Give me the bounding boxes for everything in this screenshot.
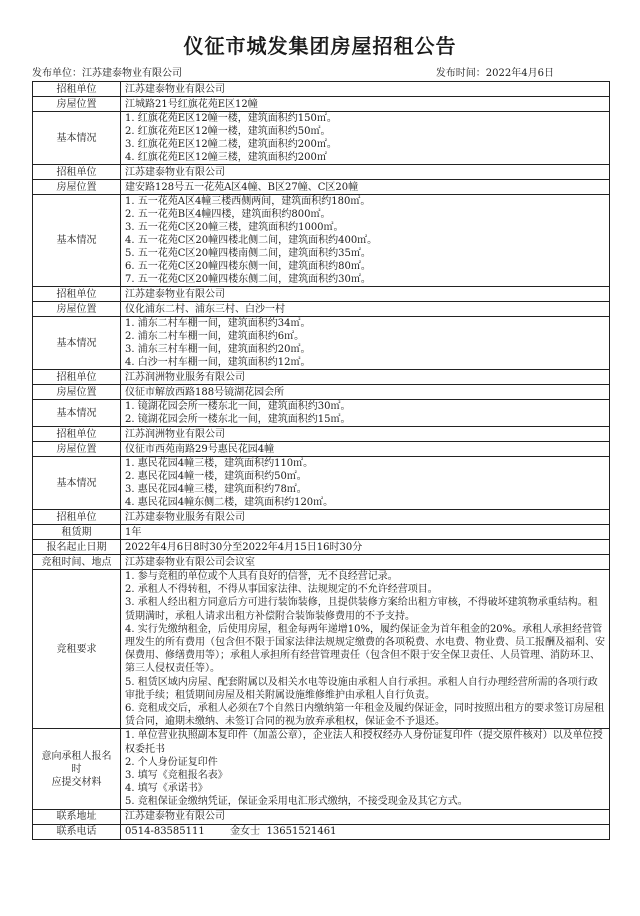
unit-value: 江苏润洲物业服务有限公司: [121, 370, 610, 385]
term-value: 1年: [121, 525, 610, 540]
row-label: 竞租要求: [33, 570, 121, 729]
row-label: 基本情况: [33, 317, 121, 370]
period-value: 2022年4月6日8时30分至2022年4月15日16时30分: [121, 540, 610, 555]
basic-row: [33, 195, 610, 287]
list-item: 5. 竞租保证金缴纳凭证，保证金采用电汇形式缴纳，不接受现金及其它方式。: [125, 796, 468, 808]
list-item: 4. 五一花苑C区20幢四楼北侧二间，建筑面积约400㎡。: [125, 235, 378, 246]
basic-list: [121, 457, 610, 510]
location-value: 建安路128号五一花苑A区4幢、B区27幢、C区20幢: [121, 180, 610, 195]
row-label: 招租单位: [33, 370, 121, 385]
location-value: 江城路21号红旗花苑E区12幢: [121, 97, 610, 112]
unit-value: 江苏建泰物业有限公司: [121, 82, 610, 97]
list-item: 1. 红旗花苑E区12幢一楼，建筑面积约150㎡。: [125, 113, 337, 124]
row-label: 基本情况: [33, 112, 121, 165]
list-item: 1. 镜湖花园会所一楼东北一间，建筑面积约30㎡。: [125, 401, 351, 412]
list-item: 2. 浦东二村车棚一间，建筑面积约6㎡。: [125, 331, 305, 342]
list-item: 6. 五一花苑C区20幢四楼东侧一间，建筑面积约80㎡。: [125, 261, 371, 272]
location-row: [33, 442, 610, 457]
list-item: 1. 惠民花园4幢三楼，建筑面积约110㎡。: [125, 458, 314, 469]
list-item: 2. 承租人不得转租，不得从事国家法律、法规规定的不允许经营项目。: [125, 584, 438, 596]
unit-value: 江苏润洲物业有限公司: [121, 427, 610, 442]
list-item: 4. 白沙一村车棚一间，建筑面积约12㎡。: [125, 357, 311, 368]
unit-row: [33, 165, 610, 180]
list-item: 2. 镜湖花园会所一楼东北一间，建筑面积约15㎡。: [125, 414, 351, 425]
row-label: 招租单位: [33, 287, 121, 302]
list-item: 5. 五一花苑C区20幢四楼南侧二间，建筑面积约35㎡。: [125, 248, 371, 259]
row-label: 基本情况: [33, 195, 121, 287]
location-row: [33, 302, 610, 317]
phone-value: 0514-83585111 金女士 13651521461: [121, 824, 610, 839]
materials-list: [121, 729, 610, 809]
requirements-list: [121, 570, 610, 729]
row-label: 房屋位置: [33, 442, 121, 457]
row-label: 房屋位置: [33, 180, 121, 195]
list-item: 1. 参与竞租的单位或个人具有良好的信誉，无不良经营记录。: [125, 571, 398, 582]
row-label: 竞租时间、地点: [33, 555, 121, 570]
row-label: 租赁期: [33, 525, 121, 540]
row-label: 联系地址: [33, 809, 121, 824]
address-value: 江苏建泰物业有限公司: [121, 809, 610, 824]
list-item: 3. 五一花苑C区20幢三楼，建筑面积约1000㎡。: [125, 222, 344, 233]
row-label: 房屋位置: [33, 302, 121, 317]
location-value: 仪征市解放西路188号镜湖花园会所: [121, 385, 610, 400]
row-label: 房屋位置: [33, 385, 121, 400]
row-label: 招租单位: [33, 427, 121, 442]
location-row: [33, 385, 610, 400]
list-item: 3. 承租人经出租方同意后方可进行装饰装修，且提供装修方案给出租方审核，不得破坏建筑物承重结构。租赁期满时，承租人请求出租方补偿附合装饰装修费用的不予支持。: [125, 597, 598, 622]
unit-row: [33, 427, 610, 442]
row-label: 联系电话: [33, 824, 121, 839]
row-label: 基本情况: [33, 400, 121, 427]
list-item: 1. 五一花苑A区4幢三楼西侧两间，建筑面积约180㎡。: [125, 196, 371, 207]
page-title: 仪征市城发集团房屋招租公告: [183, 34, 457, 58]
list-item: 2. 红旗花苑E区12幢一楼，建筑面积约50㎡。: [125, 126, 331, 137]
rental-table: [32, 81, 610, 840]
list-item: 4. 填写《承诺书》: [125, 783, 208, 795]
location-value: 仪化浦东二村、浦东三村、白沙一村: [121, 302, 610, 317]
basic-row: [33, 400, 610, 427]
materials-row: [33, 729, 610, 809]
basic-list: [121, 400, 610, 427]
list-item: 1. 单位营业执照副本复印件（加盖公章），企业法人和授权经办人身份证复印件（提交原件核对）以及单位授权委托书: [125, 730, 603, 755]
term-row: [33, 525, 610, 540]
row-label-line: 意向承租人报名时: [41, 750, 112, 775]
location-value: 仪征市西苑南路29号惠民花园4幢: [121, 442, 610, 457]
basic-list: [121, 317, 610, 370]
basic-row: [33, 112, 610, 165]
list-item: 4. 红旗花苑E区12幢三楼，建筑面积约200㎡: [125, 152, 327, 163]
location-row: [33, 97, 610, 112]
list-item: 2. 惠民花园4幢一楼，建筑面积约50㎡。: [125, 471, 307, 482]
row-label: 房屋位置: [33, 97, 121, 112]
bid-row: [33, 555, 610, 570]
unit-row: [33, 287, 610, 302]
list-item: 3. 惠民花园4幢三楼，建筑面积约78㎡。: [125, 484, 307, 495]
basic-list: [121, 195, 610, 287]
unit-value: 江苏建泰物业有限公司: [121, 165, 610, 180]
list-item: 2. 五一花苑B区4幢四楼，建筑面积约800㎡。: [125, 209, 331, 220]
list-item: 4. 惠民花园4幢东侧二楼，建筑面积约120㎡。: [125, 497, 334, 508]
row-label: 报名起止日期: [33, 540, 121, 555]
list-item: 4. 实行先缴纳租金，后使用房屋，租金每两年递增10%，履约保证金为首年租金的20%。承租人承担经营管理发生的所有费用（包含但不限于国家法律法规规定缴费的各项税费、水电费、物业费、员工报酬及福利、安保费用、修缮费用等）；承租人承担所有经营管理责任（包含但不限于安全保卫责任、人员管理、消防环卫、第三人侵权责任等）。: [125, 623, 605, 675]
row-label: 招租单位: [33, 510, 121, 525]
row-label: 基本情况: [33, 457, 121, 510]
publisher: 发布单位：江苏建泰物业有限公司: [32, 68, 182, 79]
unit-row: [33, 510, 610, 525]
list-item: 3. 红旗花苑E区12幢二楼，建筑面积约200㎡。: [125, 139, 337, 150]
basic-row: [33, 457, 610, 510]
location-row: [33, 180, 610, 195]
unit-value: 江苏建泰物业有限公司: [121, 287, 610, 302]
list-item: 2. 个人身份证复印件: [125, 756, 218, 768]
row-label: [33, 729, 121, 809]
unit-value: 江苏建泰物业服务有限公司: [121, 510, 610, 525]
bid-value: 江苏建泰物业有限公司会议室: [121, 555, 610, 570]
list-item: 7. 五一花苑C区20幢四楼东侧二间，建筑面积约30㎡。: [125, 274, 371, 285]
publish-time: 发布时间：2022年4月6日: [435, 68, 554, 79]
requirements-row: [33, 570, 610, 729]
list-item: 5. 租赁区域内房屋、配套附属以及相关水电等设施由承租人自行承担。承租人自行办理经营所需的各项行政审批手续；租赁期间房屋及相关附属设施维修维护由承租人自行负责。: [125, 676, 598, 701]
row-label: 招租单位: [33, 82, 121, 97]
list-item: 6. 竞租成交后，承租人必须在7个自然日内缴纳第一年租金及履约保证金，同时按照出租方的要求签订房屋租赁合同，逾期未缴纳、未签订合同的视为放弃承租权，保证金不予退还。: [125, 703, 605, 728]
phone-row: [33, 824, 610, 839]
row-label: 招租单位: [33, 165, 121, 180]
basic-row: [33, 317, 610, 370]
list-item: 3. 填写《竞租报名表》: [125, 770, 228, 782]
address-row: [33, 809, 610, 824]
basic-list: [121, 112, 610, 165]
row-label-line: 应提交材料: [51, 776, 102, 788]
period-row: [33, 540, 610, 555]
unit-row: [33, 370, 610, 385]
unit-row: [33, 82, 610, 97]
list-item: 1. 浦东二村车棚一间，建筑面积约34㎡。: [125, 318, 311, 329]
list-item: 3. 浦东三村车棚一间，建筑面积约20㎡。: [125, 344, 311, 355]
